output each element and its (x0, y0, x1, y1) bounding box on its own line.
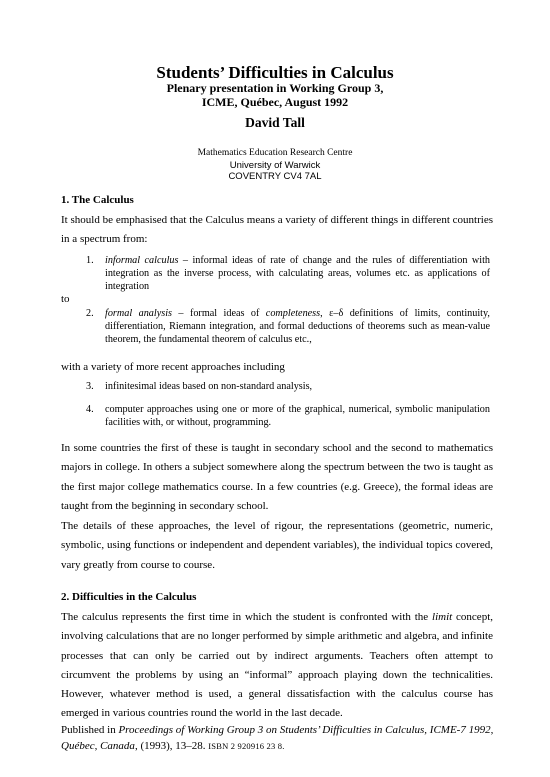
section-1-paragraph-2: In some countries the first of these is taught in secondary school and the second to mathematics majors in college. In others a subject somewhere along the spectrum between the two is taught as the first major college mathematics course. In a few countries (e.g. Greece), the formal ideas are taught from the beginning in secondary school. (61, 442, 493, 512)
list-item-2-term: formal analysis (105, 308, 172, 319)
footer-published-in: Published in (61, 724, 119, 736)
affiliation-centre: Mathematics Education Research Centre (197, 148, 353, 158)
section-2-paragraph (61, 608, 493, 724)
footer-proceedings: Proceedings of Working Group 3 on Students’ Difficulties in Calculus, ICME-7 1992, Québec, Canada (61, 724, 494, 752)
section-2-heading: 2. Difficulties in the Calculus (61, 591, 197, 603)
section-1-intro: It should be emphasised that the Calculus means a variety of different things in different countries in a spectrum from: (61, 214, 493, 246)
bridge-text: with a variety of more recent approaches including (61, 361, 285, 373)
section-2-text-a: The calculus represents the first time in which the student is confronted with the (61, 611, 433, 623)
list-item-2-text-a: – formal ideas of (172, 308, 266, 319)
paper-subtitle (0, 81, 550, 109)
list-item-1-number: 1. (86, 255, 94, 266)
list-item-1-term: informal calculus (105, 255, 179, 266)
section-1-heading: 1. The Calculus (61, 194, 134, 206)
list-item-3-number: 3. (86, 381, 94, 392)
list-item-3-text: infinitesimal ideas based on non-standard analysis, (105, 381, 313, 392)
list-item-1 (86, 255, 490, 293)
list-item-3 (86, 381, 490, 394)
connector-to: to (61, 293, 70, 305)
publication-footer (61, 723, 501, 754)
subtitle-line-2: ICME, Québec, August 1992 (201, 95, 349, 109)
list-item-2-text-b: , ε–δ definitions of limits, continuity, differentiation, Riemann integration, and formal deductions of theorems such as mean-value theorem, the fundamental theorem of calculus etc., (105, 308, 490, 345)
section-2-text-b: concept, involving calculations that are no longer performed by simple arithmetic and algebra, and infinite processes that can only be carried out by indirect arguments. Teachers often attempt to circumvent the problems by using an “informal” approach playing down the technicalities. However, whatever method is used, a general dissatisfaction with the calculus course has emerged in various countries round the world in the last decade. (61, 611, 493, 720)
footer-isbn: ISBN 2 920916 23 8. (208, 740, 285, 751)
list-item-1-text: – informal ideas of rate of change and the rules of differentiation with integration as the inverse process, with calculating areas, volumes etc. as applications of integration (105, 255, 490, 292)
list-item-2 (86, 308, 490, 346)
list-item-4-number: 4. (86, 404, 94, 415)
list-item-4 (86, 404, 490, 430)
section-2-term-limit: limit (432, 611, 453, 623)
affiliation-city: COVENTRY CV4 7AL (228, 171, 322, 182)
paper-title: Students’ Difficulties in Calculus (156, 63, 394, 82)
section-1-paragraph-3: The details of these approaches, the level of rigour, the representations (geometric, numeric, symbolic, using functions or independent and dependent variables), the individual topics covered, vary greatly from course to course. (61, 520, 493, 571)
list-item-4-text: computer approaches using one or more of the graphical, numerical, symbolic manipulation facilities with, or without, programming. (105, 404, 490, 428)
subtitle-line-1: Plenary presentation in Working Group 3, (166, 81, 384, 95)
author-affiliation (0, 148, 550, 183)
footer-pages: , (1993), 13–28. (134, 739, 209, 752)
author-name: David Tall (245, 115, 305, 130)
list-item-2-number: 2. (86, 308, 94, 319)
affiliation-university: University of Warwick (229, 159, 321, 171)
list-item-2-term-2: completeness (265, 308, 321, 319)
